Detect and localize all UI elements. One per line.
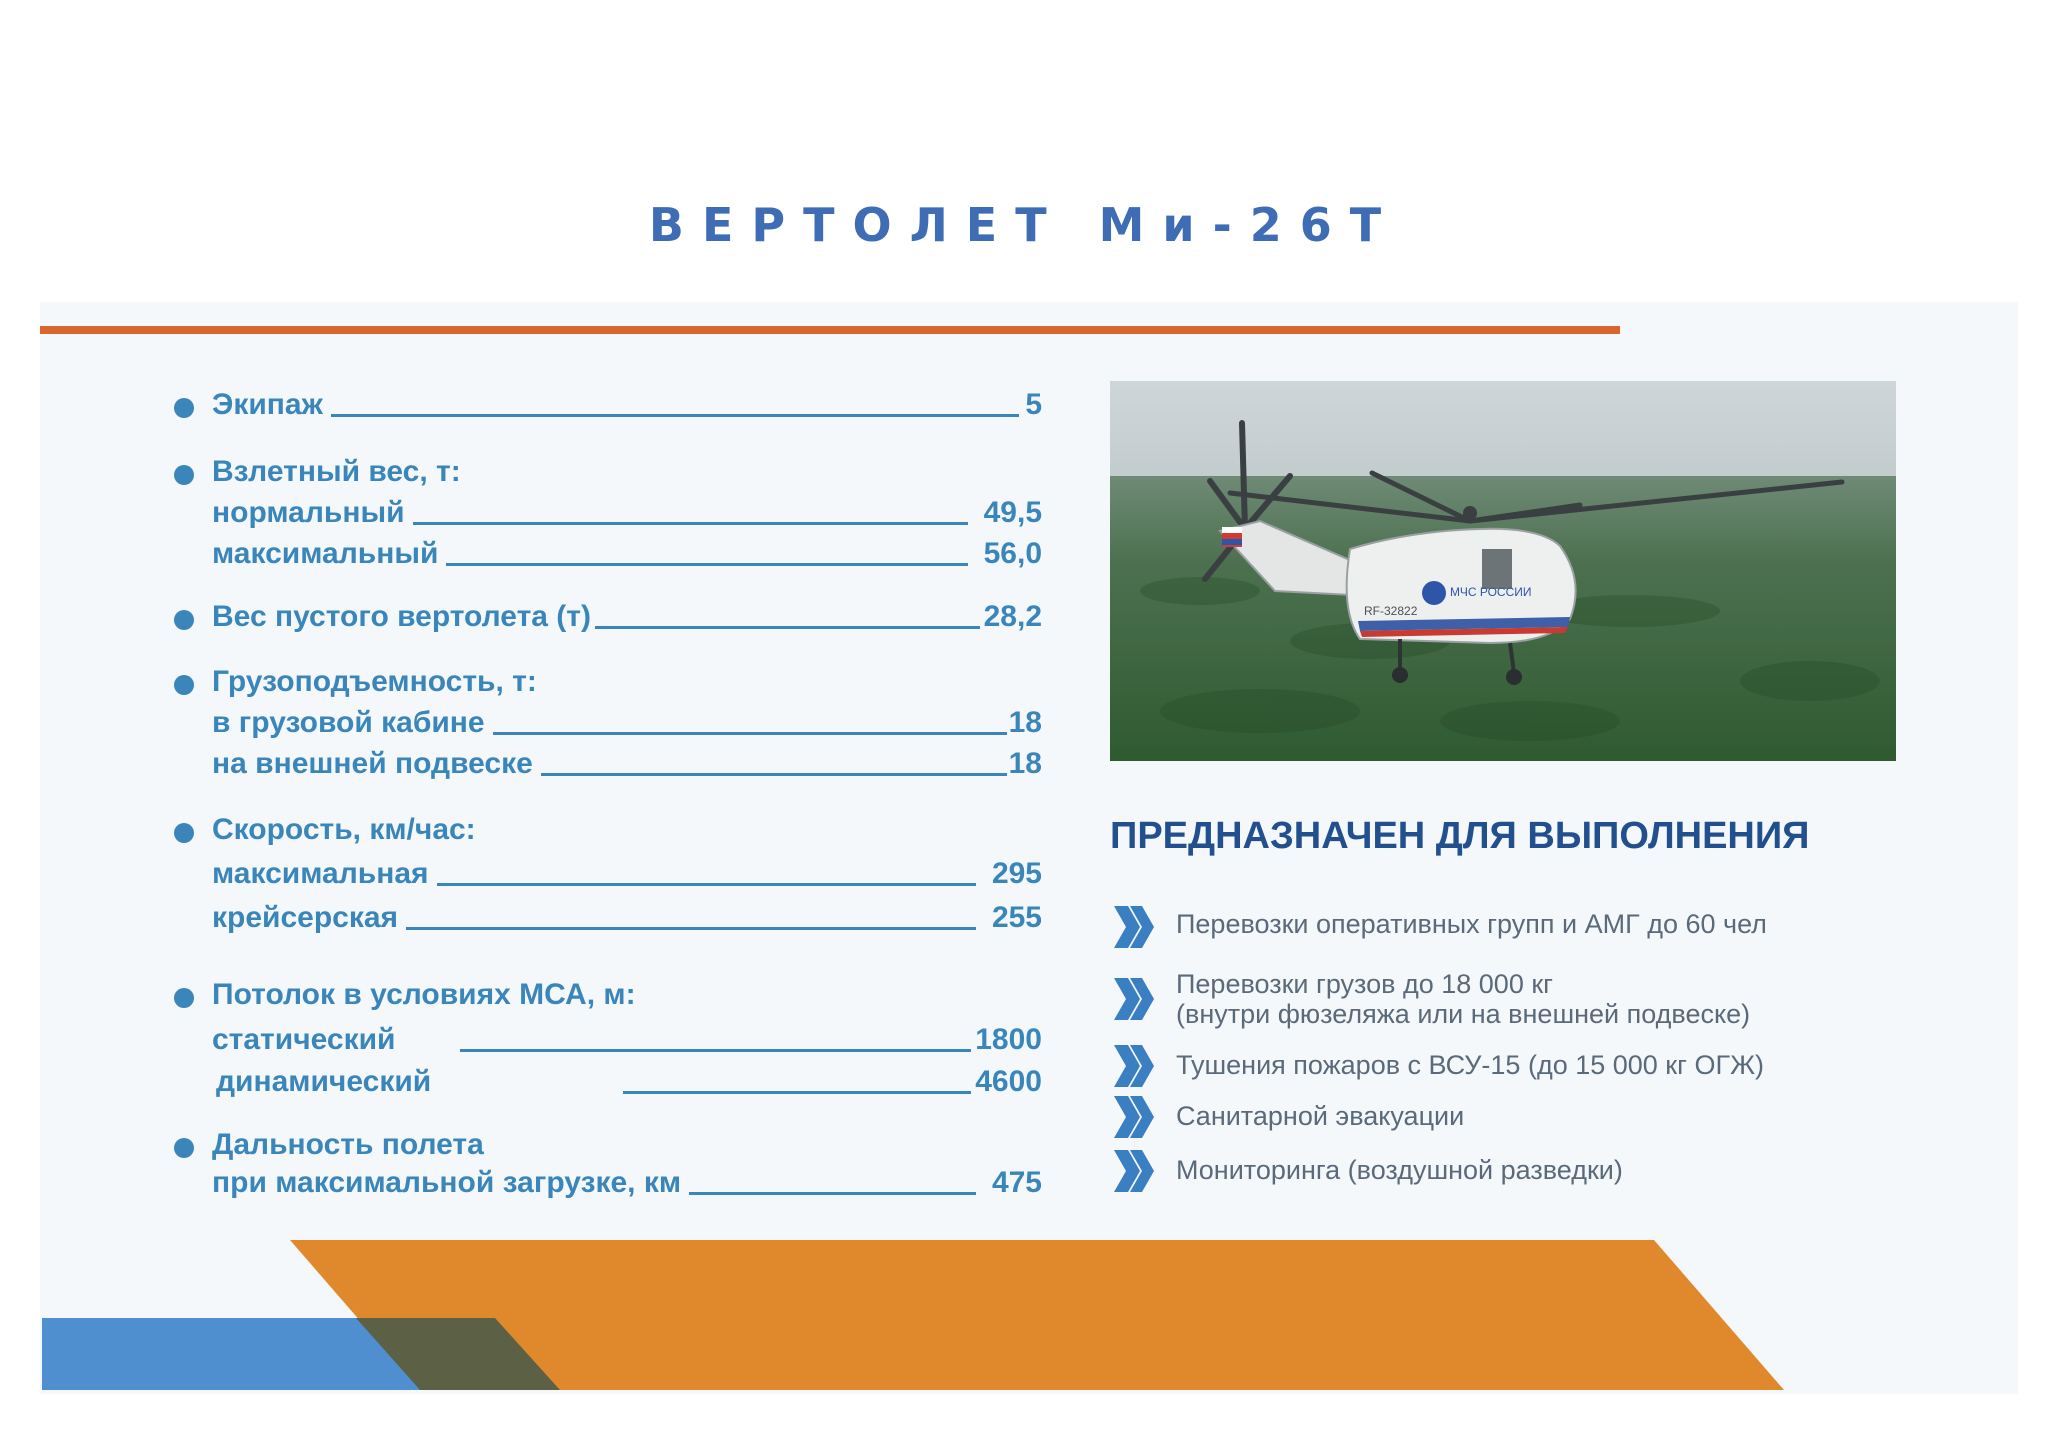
spec-label: крейсерская: [212, 901, 399, 934]
spec-heading-text: Дальность полета: [212, 1128, 484, 1161]
spec-value: 18: [1008, 706, 1042, 739]
purpose-title: ПРЕДНАЗНАЧЕН ДЛЯ ВЫПОЛНЕНИЯ: [1110, 815, 1810, 857]
spec-label: Экипаж: [212, 388, 323, 421]
spec-label: статический: [212, 1023, 396, 1056]
spec-value: 255: [991, 901, 1042, 934]
spec-value: 49,5: [983, 496, 1042, 529]
spec-heading-text: Грузоподъемность, т:: [212, 665, 537, 698]
spec-label: в грузовой кабине: [212, 706, 485, 739]
registration-text: RF-32822: [1364, 604, 1418, 618]
spec-value: 56,0: [983, 537, 1042, 570]
purpose-item-text: Перевозки оперативных групп и АМГ до 60 чел: [1176, 909, 1767, 939]
spec-label: нормальный: [212, 496, 405, 529]
spec-value: 475: [991, 1166, 1042, 1199]
spec-value: 1800: [975, 1023, 1042, 1056]
purpose-item-subtext: (внутри фюзеляжа или на внешней подвеске): [1176, 999, 1751, 1029]
spec-value: 5: [1025, 388, 1042, 421]
spec-label: при максимальной загрузке, км: [212, 1166, 682, 1199]
spec-heading-text: Скорость, км/час:: [212, 813, 476, 846]
purpose-item-text: Санитарной эвакуации: [1176, 1101, 1465, 1131]
spec-value: 4600: [975, 1065, 1042, 1098]
purpose-item-text: Перевозки грузов до 18 000 кг: [1176, 969, 1553, 999]
mchs-marking: МЧС РОССИИ: [1450, 585, 1532, 599]
spec-label: максимальный: [212, 537, 439, 570]
spec-heading-text: Взлетный вес, т:: [212, 455, 461, 488]
spec-value: 18: [1008, 747, 1042, 780]
spec-label: динамический: [216, 1065, 432, 1098]
spec-label: на внешней подвеске: [212, 747, 533, 780]
spec-label: Вес пустого вертолета (т): [212, 600, 591, 633]
spec-heading-text: Потолок в условиях МСА, м:: [212, 978, 636, 1011]
spec-value: 295: [991, 857, 1042, 890]
page-title: ВЕРТОЛЕТ Ми-26Т: [648, 198, 1400, 252]
spec-label: максимальная: [212, 857, 429, 890]
purpose-item-text: Тушения пожаров с ВСУ-15 (до 15 000 кг ОГЖ): [1176, 1050, 1765, 1080]
spec-value: 28,2: [983, 600, 1042, 633]
purpose-item-text: Мониторинга (воздушной разведки): [1176, 1155, 1623, 1185]
